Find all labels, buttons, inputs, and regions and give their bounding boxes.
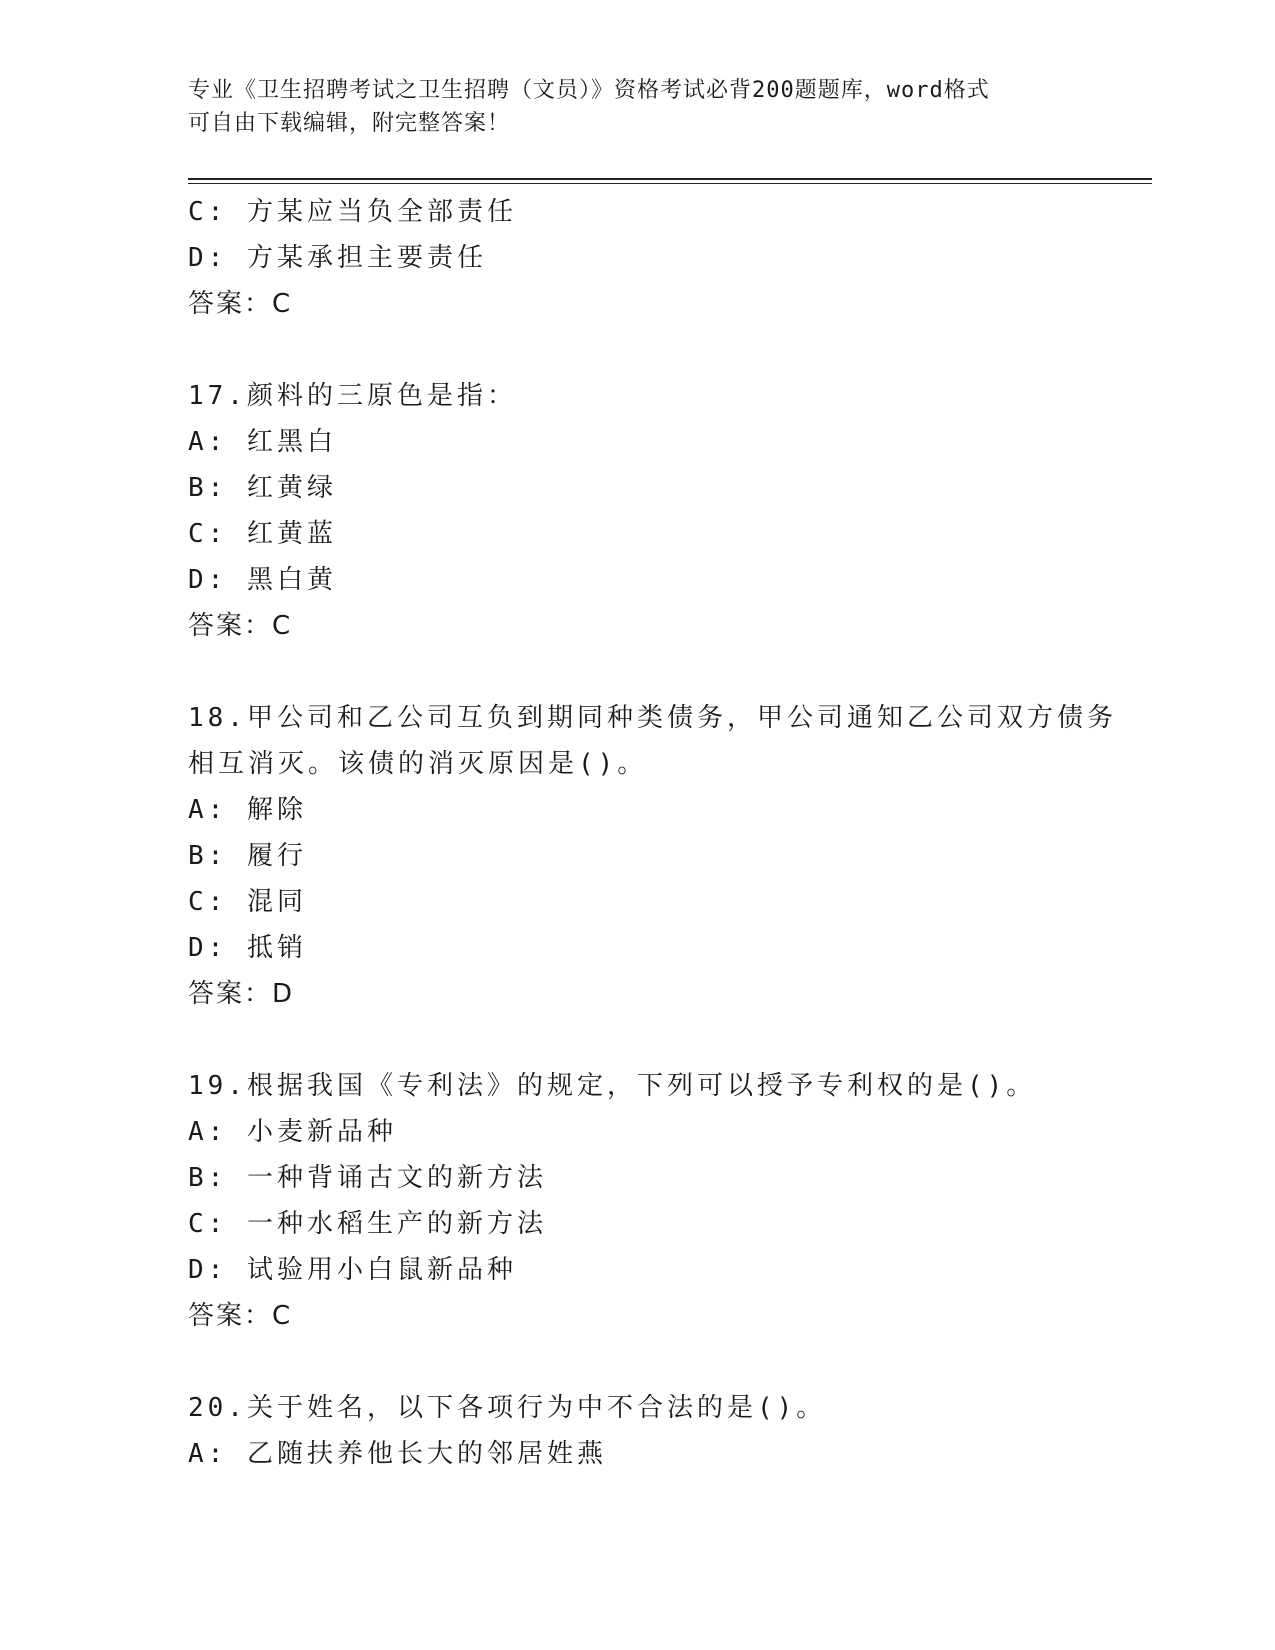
option-c: C: 红黄蓝 — [188, 519, 337, 549]
option-a: A: 红黑白 — [188, 427, 337, 457]
option-c: C: 混同 — [188, 887, 307, 917]
answer-line: 答案：D — [188, 979, 295, 1009]
option-c: C: 方某应当负全部责任 — [188, 197, 517, 227]
question-stem: 18.甲公司和乙公司互负到期同种类债务，甲公司通知乙公司双方债务 — [188, 703, 1117, 733]
question-spacer — [188, 1339, 1088, 1385]
question-stem: 20.关于姓名，以下各项行为中不合法的是()。 — [188, 1393, 827, 1423]
question-list — [188, 189, 1117, 1477]
header-rule-thick — [188, 178, 1152, 180]
option-d: D: 试验用小白鼠新品种 — [188, 1255, 517, 1285]
question-spacer — [188, 327, 1088, 373]
document-header — [188, 74, 1088, 140]
answer-line: 答案：C — [188, 611, 293, 641]
question-block-18 — [188, 695, 1117, 1017]
header-rule-thin — [188, 183, 1152, 184]
question-block-19 — [188, 1063, 1088, 1339]
option-a: A: 解除 — [188, 795, 307, 825]
question-block-17 — [188, 373, 1088, 649]
question-stem: 19.根据我国《专利法》的规定，下列可以授予专利权的是()。 — [188, 1071, 1037, 1101]
question-spacer — [188, 1017, 1088, 1063]
question-stem-continued: 相互消灭。该债的消灭原因是()。 — [188, 749, 648, 779]
header-title-line-2: 可自由下载编辑，附完整答案！ — [188, 111, 511, 136]
question-spacer — [188, 649, 1088, 695]
answer-line: 答案：C — [188, 289, 293, 319]
option-a: A: 小麦新品种 — [188, 1117, 397, 1147]
option-a: A: 乙随扶养他长大的邻居姓燕 — [188, 1439, 607, 1469]
answer-line: 答案：C — [188, 1301, 293, 1331]
question-block-16-fragment — [188, 189, 1088, 327]
option-d: D: 黑白黄 — [188, 565, 337, 595]
option-d: D: 抵销 — [188, 933, 307, 963]
header-title-line-1: 专业《卫生招聘考试之卫生招聘（文员）》资格考试必背200题题库，word格式 — [188, 78, 990, 103]
question-stem: 17.颜料的三原色是指： — [188, 381, 517, 411]
option-b: B: 履行 — [188, 841, 307, 871]
option-b: B: 一种背诵古文的新方法 — [188, 1163, 547, 1193]
option-c: C: 一种水稻生产的新方法 — [188, 1209, 547, 1239]
option-d: D: 方某承担主要责任 — [188, 243, 487, 273]
question-block-20 — [188, 1385, 1088, 1477]
option-b: B: 红黄绿 — [188, 473, 337, 503]
